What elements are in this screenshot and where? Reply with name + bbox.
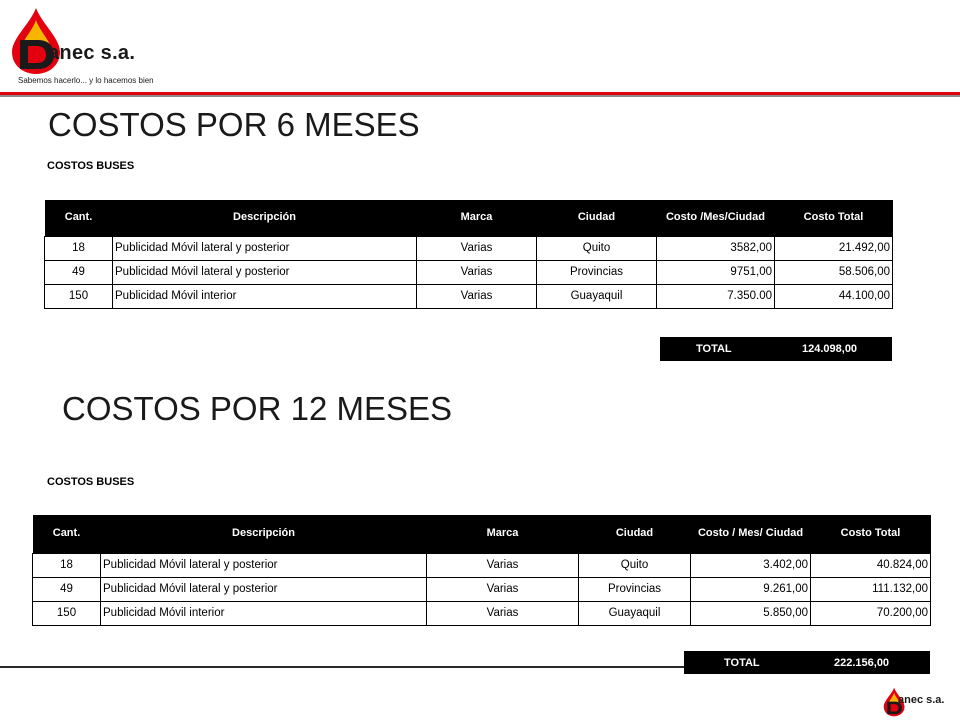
cell-ciudad: Guayaquil [579, 601, 691, 625]
col-header-descripcion: Descripción [101, 515, 427, 553]
cell-cant: 18 [33, 553, 101, 577]
col-header-ciudad: Ciudad [537, 200, 657, 236]
table-header-row [33, 515, 931, 553]
total-box-6-months [660, 337, 892, 361]
cell-costo-mes: 3582,00 [657, 236, 775, 260]
section-subtitle: COSTOS BUSES [47, 160, 135, 172]
cell-costo-total: 58.506,00 [775, 260, 893, 284]
cell-descripcion: Publicidad Móvil interior [101, 601, 427, 625]
cell-ciudad: Quito [579, 553, 691, 577]
section-title-6-months: COSTOS POR 6 MESES [48, 106, 420, 143]
cell-ciudad: Quito [537, 236, 657, 260]
total-box-12-months [684, 651, 930, 674]
cell-cant: 150 [33, 601, 101, 625]
col-header-marca: Marca [427, 515, 579, 553]
cell-descripcion: Publicidad Móvil lateral y posterior [113, 260, 417, 284]
footer-logo [880, 683, 960, 720]
col-header-ciudad: Ciudad [579, 515, 691, 553]
cell-costo-total: 21.492,00 [775, 236, 893, 260]
table-row [33, 577, 931, 601]
cell-marca: Varias [417, 284, 537, 308]
cell-cant: 49 [33, 577, 101, 601]
total-value: 124.098,00 [802, 343, 858, 355]
cell-costo-total: 70.200,00 [811, 601, 931, 625]
cell-costo-total: 44.100,00 [775, 284, 893, 308]
cell-marca: Varias [417, 260, 537, 284]
costs-table-12-months [32, 515, 931, 626]
table-row [33, 601, 931, 625]
table-row [45, 284, 893, 308]
table-header-row [45, 200, 893, 236]
total-label: TOTAL [696, 343, 732, 355]
section-title-12-months: COSTOS POR 12 MESES [62, 390, 453, 427]
section-subtitle: COSTOS BUSES [47, 476, 135, 488]
costs-table-6-months [44, 200, 893, 309]
company-logo [8, 6, 158, 86]
cell-costo-mes: 9.261,00 [691, 577, 811, 601]
col-header-cant: Cant. [45, 200, 113, 236]
cell-cant: 150 [45, 284, 113, 308]
cell-descripcion: Publicidad Móvil interior [113, 284, 417, 308]
cell-ciudad: Provincias [537, 260, 657, 284]
header-divider-shadow [0, 95, 960, 97]
cell-descripcion: Publicidad Móvil lateral y posterior [101, 553, 427, 577]
total-label: TOTAL [724, 656, 760, 669]
cell-costo-mes: 9751,00 [657, 260, 775, 284]
col-header-descripcion: Descripción [113, 200, 417, 236]
cell-marca: Varias [427, 553, 579, 577]
cell-marca: Varias [427, 601, 579, 625]
col-header-costo-mes-ciudad: Costo / Mes/ Ciudad [691, 515, 811, 553]
cell-costo-mes: 5.850,00 [691, 601, 811, 625]
table-row [45, 260, 893, 284]
cell-cant: 18 [45, 236, 113, 260]
col-header-costo-total: Costo Total [811, 515, 931, 553]
col-header-cant: Cant. [33, 515, 101, 553]
cell-marca: Varias [417, 236, 537, 260]
cell-costo-mes: 3.402,00 [691, 553, 811, 577]
cell-cant: 49 [45, 260, 113, 284]
logo-text: anec s.a. [48, 42, 136, 64]
cell-descripcion: Publicidad Móvil lateral y posterior [113, 236, 417, 260]
total-value: 222.156,00 [834, 656, 890, 669]
col-header-costo-mes-ciudad: Costo /Mes/Ciudad [657, 200, 775, 236]
col-header-costo-total: Costo Total [775, 200, 893, 236]
cell-costo-total: 40.824,00 [811, 553, 931, 577]
col-header-marca: Marca [417, 200, 537, 236]
tagline: Sabemos hacerlo... y lo hacemos bien [18, 76, 154, 85]
cell-ciudad: Guayaquil [537, 284, 657, 308]
footer-logo-text: anec s.a. [898, 694, 945, 706]
flame-drop-icon [8, 6, 68, 76]
cell-costo-total: 111.132,00 [811, 577, 931, 601]
table-row [45, 236, 893, 260]
cell-costo-mes: 7.350.00 [657, 284, 775, 308]
cell-marca: Varias [427, 577, 579, 601]
table-row [33, 553, 931, 577]
cell-ciudad: Provincias [579, 577, 691, 601]
cell-descripcion: Publicidad Móvil lateral y posterior [101, 577, 427, 601]
